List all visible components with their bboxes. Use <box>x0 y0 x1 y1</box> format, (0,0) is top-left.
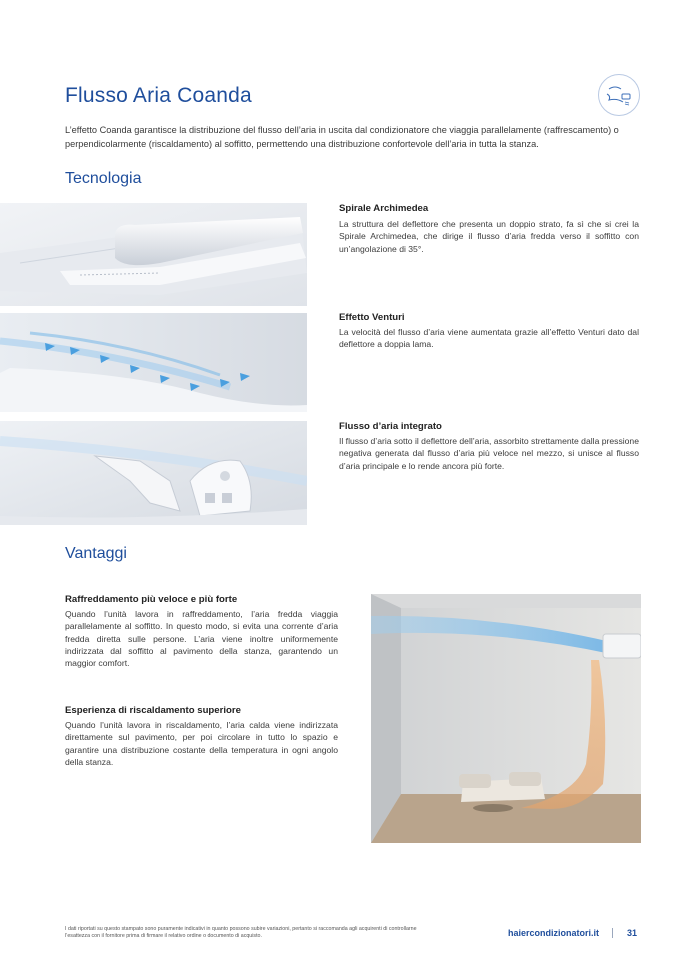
venturi-airflow-image <box>0 313 307 412</box>
page-number: 31 <box>627 928 638 938</box>
website-link[interactable]: haiercondizionatori.it <box>508 928 600 938</box>
feature-text-spirale: La struttura del deflettore che presenta un doppio strato, fa sì che si crei la Spirale Archimedea, che dirige il flusso d’aria fredda verso il soffitto con un’angolazione di 35°. <box>339 219 639 254</box>
feature-title-integrato: Flusso d’aria integrato <box>339 421 442 432</box>
advantage-text-riscaldamento: Quando l’unità lavora in riscaldamento, l’aria calda viene indirizzata direttamente sul pavimento, per poi circolare in tutto lo spazio e garantire una distribuzione costante della temperatura in ogni angolo della stanza. <box>65 720 338 767</box>
airflow-coanda-icon <box>598 74 640 116</box>
advantage-title-riscaldamento: Esperienza di riscaldamento superiore <box>65 705 241 716</box>
feature-title-venturi: Effetto Venturi <box>339 312 405 323</box>
section-heading-tecnologia: Tecnologia <box>65 170 142 187</box>
advantage-title-raffreddamento: Raffreddamento più veloce e più forte <box>65 594 238 605</box>
integrated-airflow-image <box>0 421 307 525</box>
advantage-text-raffreddamento: Quando l’unità lavora in raffreddamento, l’aria fredda viaggia parallelamente al soffitto. In questo modo, si evita una corrente d’aria fredda diretta sulle persone. L’aria viene inoltre uniformemente indirizzata dal soffitto al pavimento della stanza, garantendo un maggior comfort. <box>65 609 338 669</box>
feature-text-integrato: Il flusso d’aria sotto il deflettore dell’aria, assorbito strettamente dalla pressione negativa generata dal flusso d’aria più veloce nel mezzo, si unisce al flusso d’aria principale e lo rende ancora più forte. <box>339 436 639 471</box>
footer-divider <box>612 928 613 938</box>
deflector-image <box>0 203 307 306</box>
footer-disclaimer: I dati riportati su questo stampato sono puramente indicativi in quanto possono subire variazioni, pertanto si raccomanda agli acquirenti di controllarne l’esattezza con il fornitore prima di firmare il relativo ordine o documento di acquisto. <box>65 926 417 940</box>
intro-paragraph: L’effetto Coanda garantisce la distribuzione del flusso dell’aria in uscita dal condizionatore che viaggia parallelamente (raffrescamento) o perpendicolarmente (riscaldamento) al soffitto, permettendo una distribuzione confortevole dell’aria in tutta la stanza. <box>65 125 619 149</box>
section-heading-vantaggi: Vantaggi <box>65 545 127 562</box>
feature-title-spirale: Spirale Archimedea <box>339 203 429 214</box>
room-airflow-image <box>371 594 641 843</box>
page-title: Flusso Aria Coanda <box>65 84 252 107</box>
feature-text-venturi: La velocità del flusso d’aria viene aumentata grazie all’effetto Venturi dato dal deflettore a doppia lama. <box>339 327 639 350</box>
